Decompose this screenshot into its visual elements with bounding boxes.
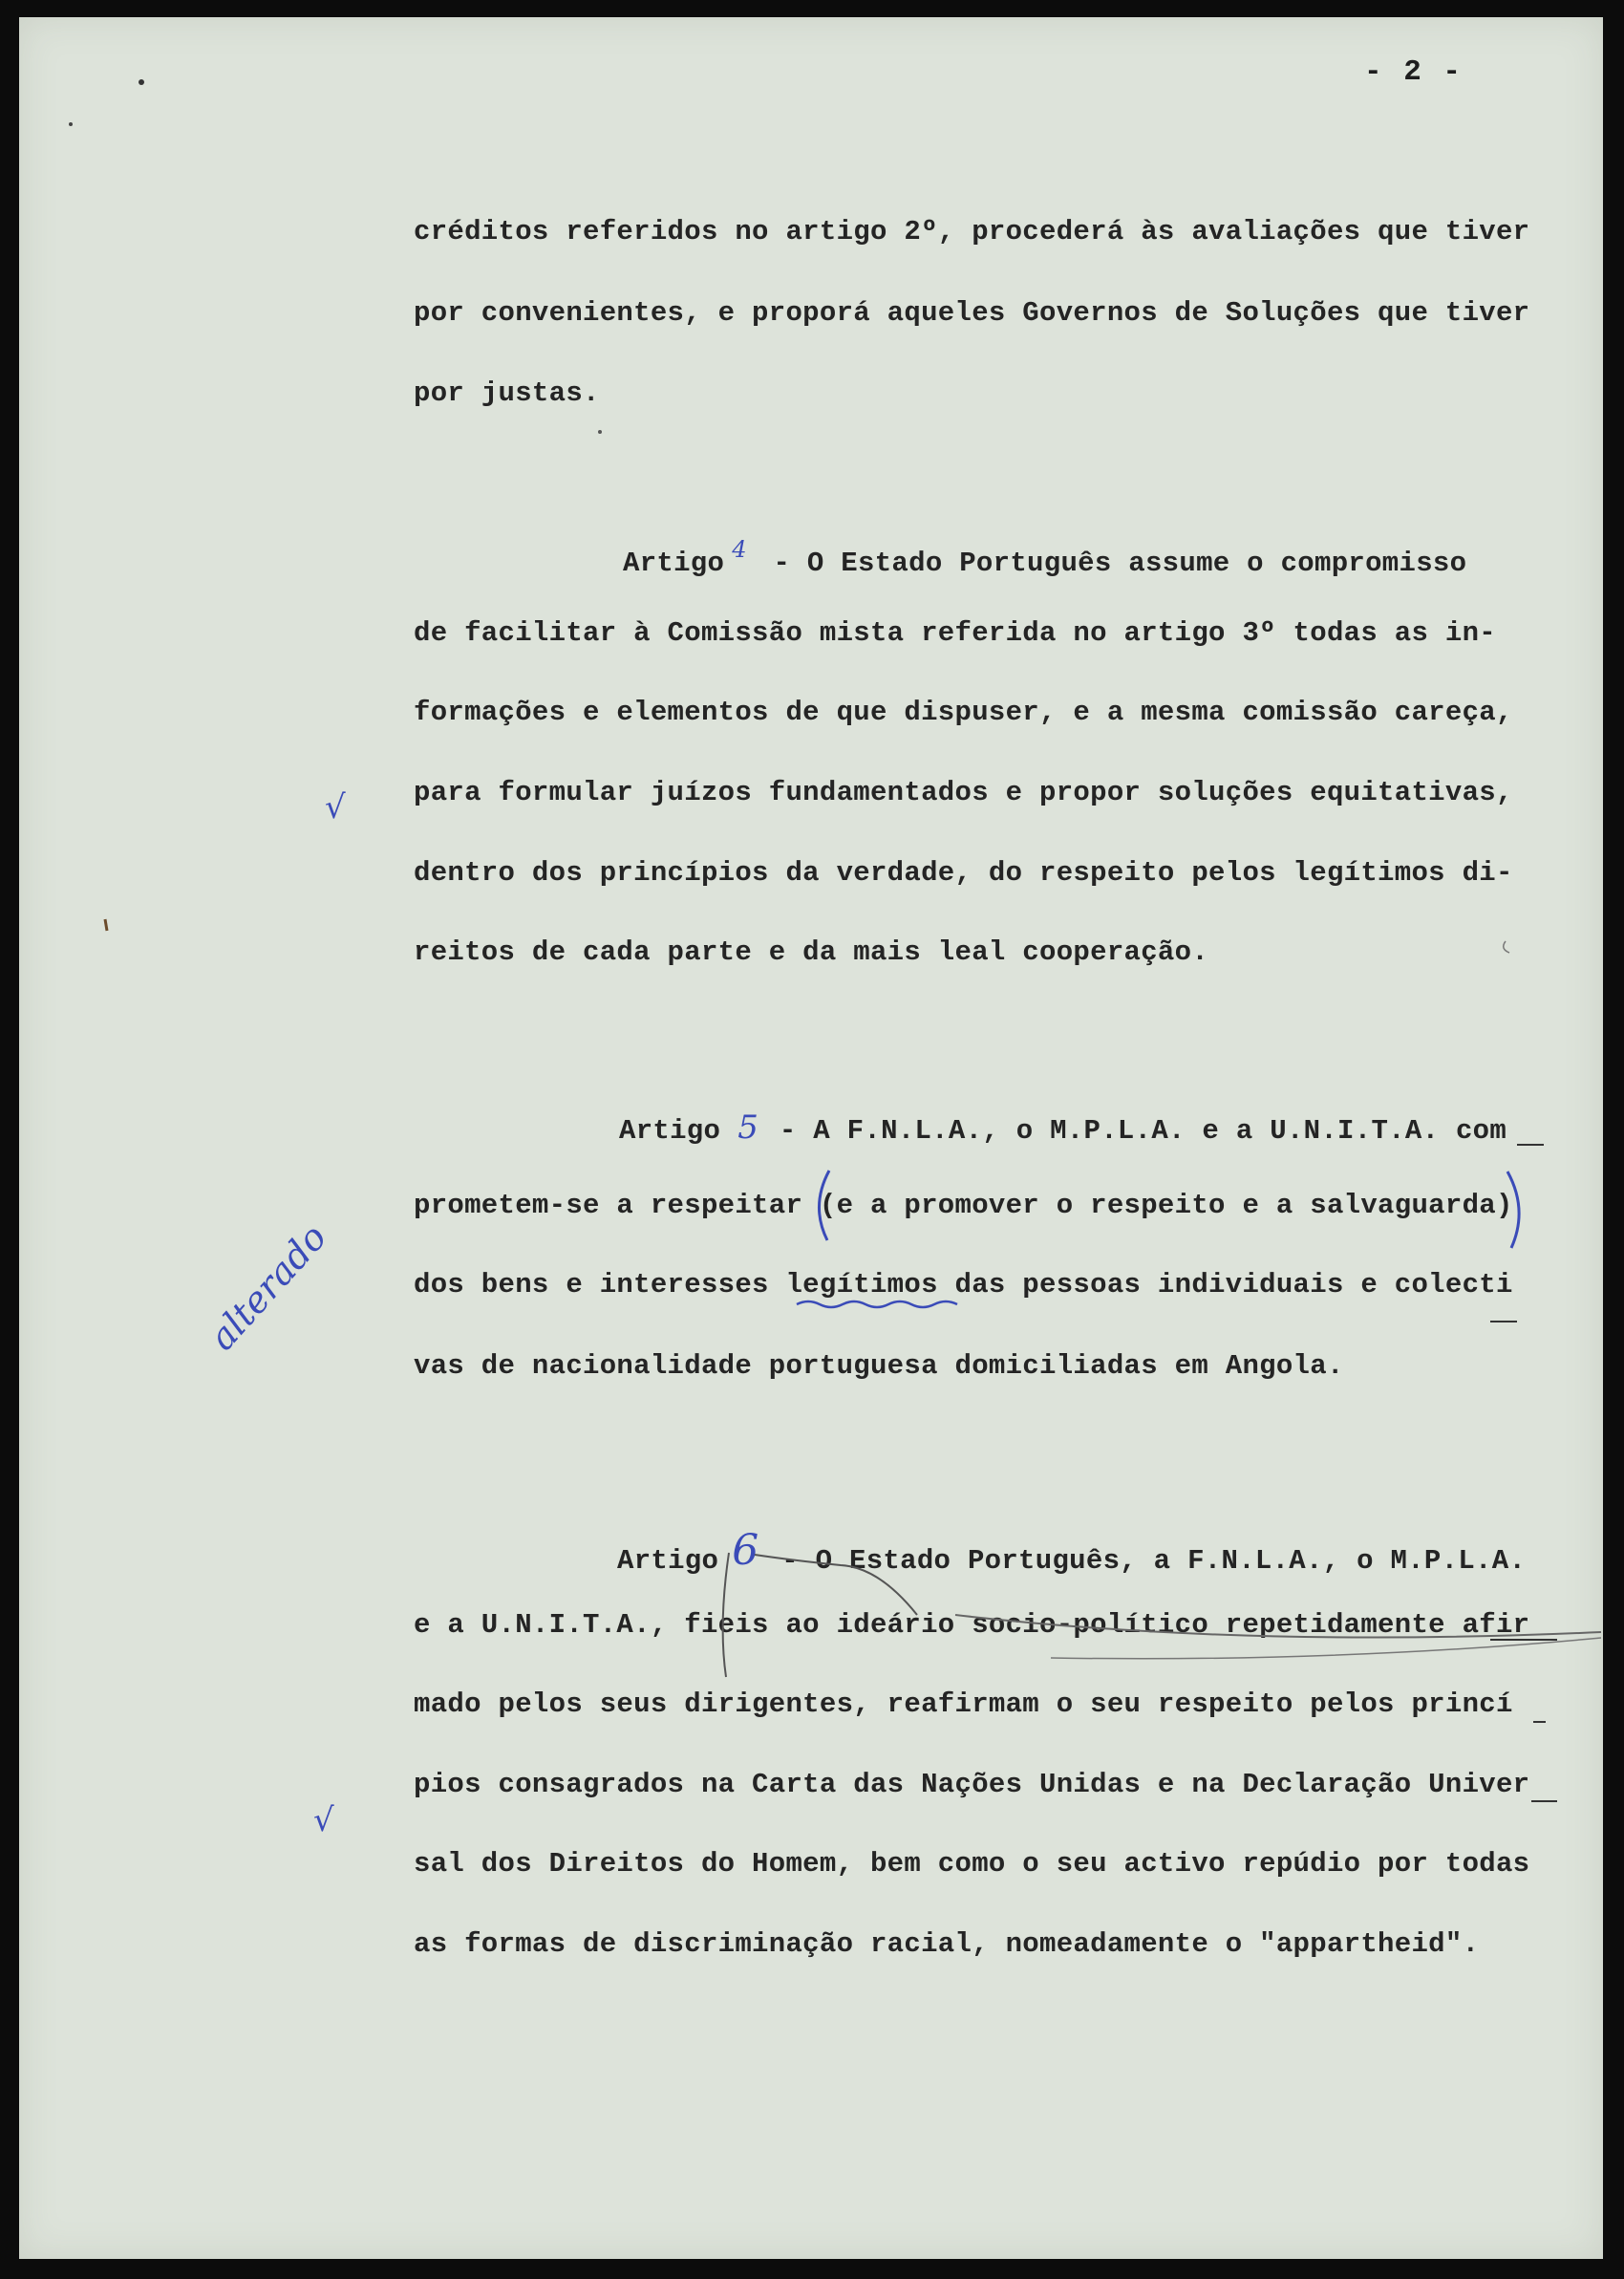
text-line: sal dos Direitos do Homem, bem como o seu activo repúdio por todas [414,1848,1530,1880]
handwritten-article-number: 4 [732,536,747,563]
text-line: dos bens e interesses legítimos das pessoas individuais e colecti [414,1269,1513,1301]
text-line: prometem-se a respeitar (e a promover o respeito e a salvaguarda) [414,1190,1513,1221]
text-line: dentro dos princípios da verdade, do respeito pelos legítimos di- [414,857,1513,889]
handwritten-check-mark: √ [313,1801,334,1839]
handwritten-check-mark: √ [325,788,346,827]
article-heading: Artigo 6 - O Estado Português, a F.N.L.A., o M.P.L.A. [617,1526,1527,1577]
text-line: mado pelos seus dirigentes, reafirmam o seu respeito pelos princí [414,1688,1513,1720]
text-line: por justas. [414,377,600,409]
handwritten-margin-note: alterado [201,1215,335,1359]
text-line: por convenientes, e proporá aqueles Governos de Soluções que tiver [414,297,1530,329]
text-line: créditos referidos no artigo 2º, procederá às avaliações que tiver [414,216,1530,247]
text-line: as formas de discriminação racial, nomeadamente o "appartheid". [414,1928,1480,1960]
handwritten-article-number: 5 [737,1108,759,1147]
text-line: reitos de cada parte e da mais leal cooperação. [414,936,1209,968]
article-heading: Artigo $^4$ - O Estado Português assume o compromisso [623,536,1467,579]
text-line: para formular juízos fundamentados e propor soluções equitativas, [414,777,1513,808]
article-heading: Artigo 5 - A F.N.L.A., o M.P.L.A. e a U.N.I.T.A. com [619,1108,1507,1147]
text-line: vas de nacionalidade portuguesa domiciliadas em Angola. [414,1350,1344,1382]
text-line: pios consagrados na Carta das Nações Unidas e na Declaração Univer [414,1769,1530,1800]
handwritten-article-number: 6 [732,1526,759,1575]
text-line: formações e elementos de que dispuser, e a mesma comissão careça, [414,697,1513,728]
page-number: - 2 - [1364,55,1464,89]
text-line: de facilitar à Comissão mista referida no artigo 3º todas as in- [414,617,1496,649]
text-line: e a U.N.I.T.A., fieis ao ideário socio-político repetidamente afir [414,1609,1530,1641]
